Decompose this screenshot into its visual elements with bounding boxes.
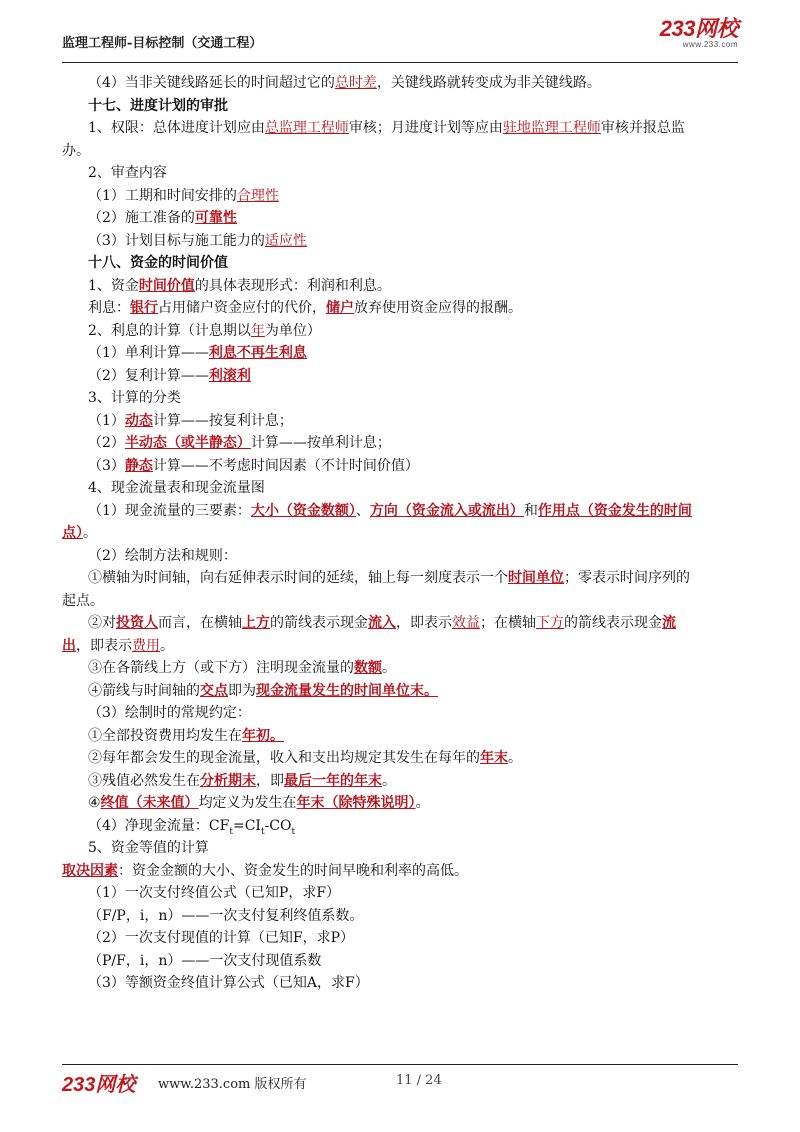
paragraph: （2）绘制方法和规则： [88, 547, 237, 564]
footer-divider [62, 1064, 738, 1065]
paragraph: （4）净现金流量：$CF_t=CI_t-CO_t$ [88, 817, 296, 837]
paragraph: （1）一次支付终值公式（已知P，求F） [88, 885, 341, 901]
paragraph: （1）动态计算——按复利计息； [88, 412, 293, 429]
paragraph: （P/F，i，n）——一次支付现值系数 [88, 952, 322, 969]
header-divider [62, 62, 738, 63]
paragraph: 1、权限：总体进度计划应由总监理工程师审核；月进度计划等应由驻地监理工程师审核并报总监 [88, 120, 685, 136]
logo-text: 233网校 [659, 16, 738, 41]
paragraph-continuation: 出，即表示费用。 [62, 637, 174, 654]
document-body [62, 72, 738, 995]
paragraph: 1、资金时间价值的具体表现形式：利润和利息。 [88, 277, 391, 294]
paragraph: ②对投资人而言，在横轴上方的箭线表示现金流入，即表示效益；在横轴下方的箭线表示现金流 [88, 615, 676, 631]
document-title: 监理工程师-目标控制（交通工程） [62, 36, 263, 51]
page-footer [62, 1068, 738, 1096]
paragraph: 利息：银行占用储户资金应付的代价，储户放弃使用资金应得的报酬。 [88, 300, 522, 316]
paragraph: （2）一次支付现值的计算（已知F，求P） [88, 930, 355, 946]
paragraph: （1）单利计算——利息不再生利息 [88, 345, 307, 361]
paragraph: （3）计划目标与施工能力的适应性 [88, 232, 307, 249]
paragraph: 4、现金流量表和现金流量图 [88, 480, 265, 496]
paragraph: ①全部投资费用均发生在年初。 [88, 727, 284, 744]
paragraph: 3、计算的分类 [88, 390, 181, 406]
paragraph: （2）半动态（或半静态）计算——按单利计息； [88, 435, 391, 451]
paragraph: ④箭线与时间轴的交点即为现金流量发生的时间单位末。 [88, 682, 438, 699]
paragraph: 5、资金等值的计算 [88, 840, 209, 856]
paragraph: （2）施工准备的可靠性 [88, 210, 237, 226]
paragraph-continuation: 起点。 [62, 592, 104, 609]
paragraph: ④终值（未来值）均定义为发生在年末（除特殊说明）。 [88, 795, 430, 811]
paragraph: （3）静态计算——不考虑时间因素（不计时间价值） [88, 457, 419, 474]
footer-logo: 233网校 [62, 1074, 136, 1096]
paragraph: （4）当非关键线路延长的时间超过它的总时差，关键线路就转变成为非关键线路。 [88, 75, 601, 91]
paragraph: ③残值必然发生在分析期末，即最后一年的年末。 [88, 772, 396, 789]
paragraph: （3）等额资金终值计算公式（已知A，求F） [88, 975, 369, 991]
paragraph: （F/P，i，n）——一次支付复利终值系数。 [88, 907, 364, 924]
paragraph: （3）绘制时的常规约定： [88, 705, 251, 721]
brand-logo [660, 18, 738, 49]
section-heading: 十八、资金的时间价值 [88, 255, 228, 271]
paragraph: 2、审查内容 [88, 165, 167, 181]
paragraph: ①横轴为时间轴，向右延伸表示时间的延续，轴上每一刻度表示一个时间单位；零表示时间序列的 [88, 570, 690, 586]
paragraph: 2、利息的计算（计息期以年为单位） [88, 322, 321, 339]
paragraph-continuation: 办。 [62, 142, 90, 159]
paragraph: （2）复利计算——利滚利 [88, 367, 251, 384]
section-heading: 十七、进度计划的审批 [88, 97, 228, 114]
paragraph: ②每年都会发生的现金流量，收入和支出均规定其发生在每年的年末。 [88, 750, 522, 766]
page-number: 11 / 24 [396, 1073, 442, 1088]
logo-url: www.233.com [682, 40, 738, 49]
paragraph: 取决因素：资金金额的大小、资金发生的时间早晚和利率的高低。 [62, 862, 468, 879]
footer-copyright: www.233.com 版权所有 [158, 1077, 307, 1092]
paragraph: ③在各箭线上方（或下方）注明现金流量的数额。 [88, 660, 396, 676]
paragraph: （1）工期和时间安排的合理性 [88, 187, 279, 204]
paragraph-continuation: 点）。 [62, 525, 97, 541]
page-header [62, 14, 738, 58]
paragraph: （1）现金流量的三要素：大小（资金数额）、方向（资金流入或流出）和作用点（资金发生的时间 [88, 502, 692, 519]
